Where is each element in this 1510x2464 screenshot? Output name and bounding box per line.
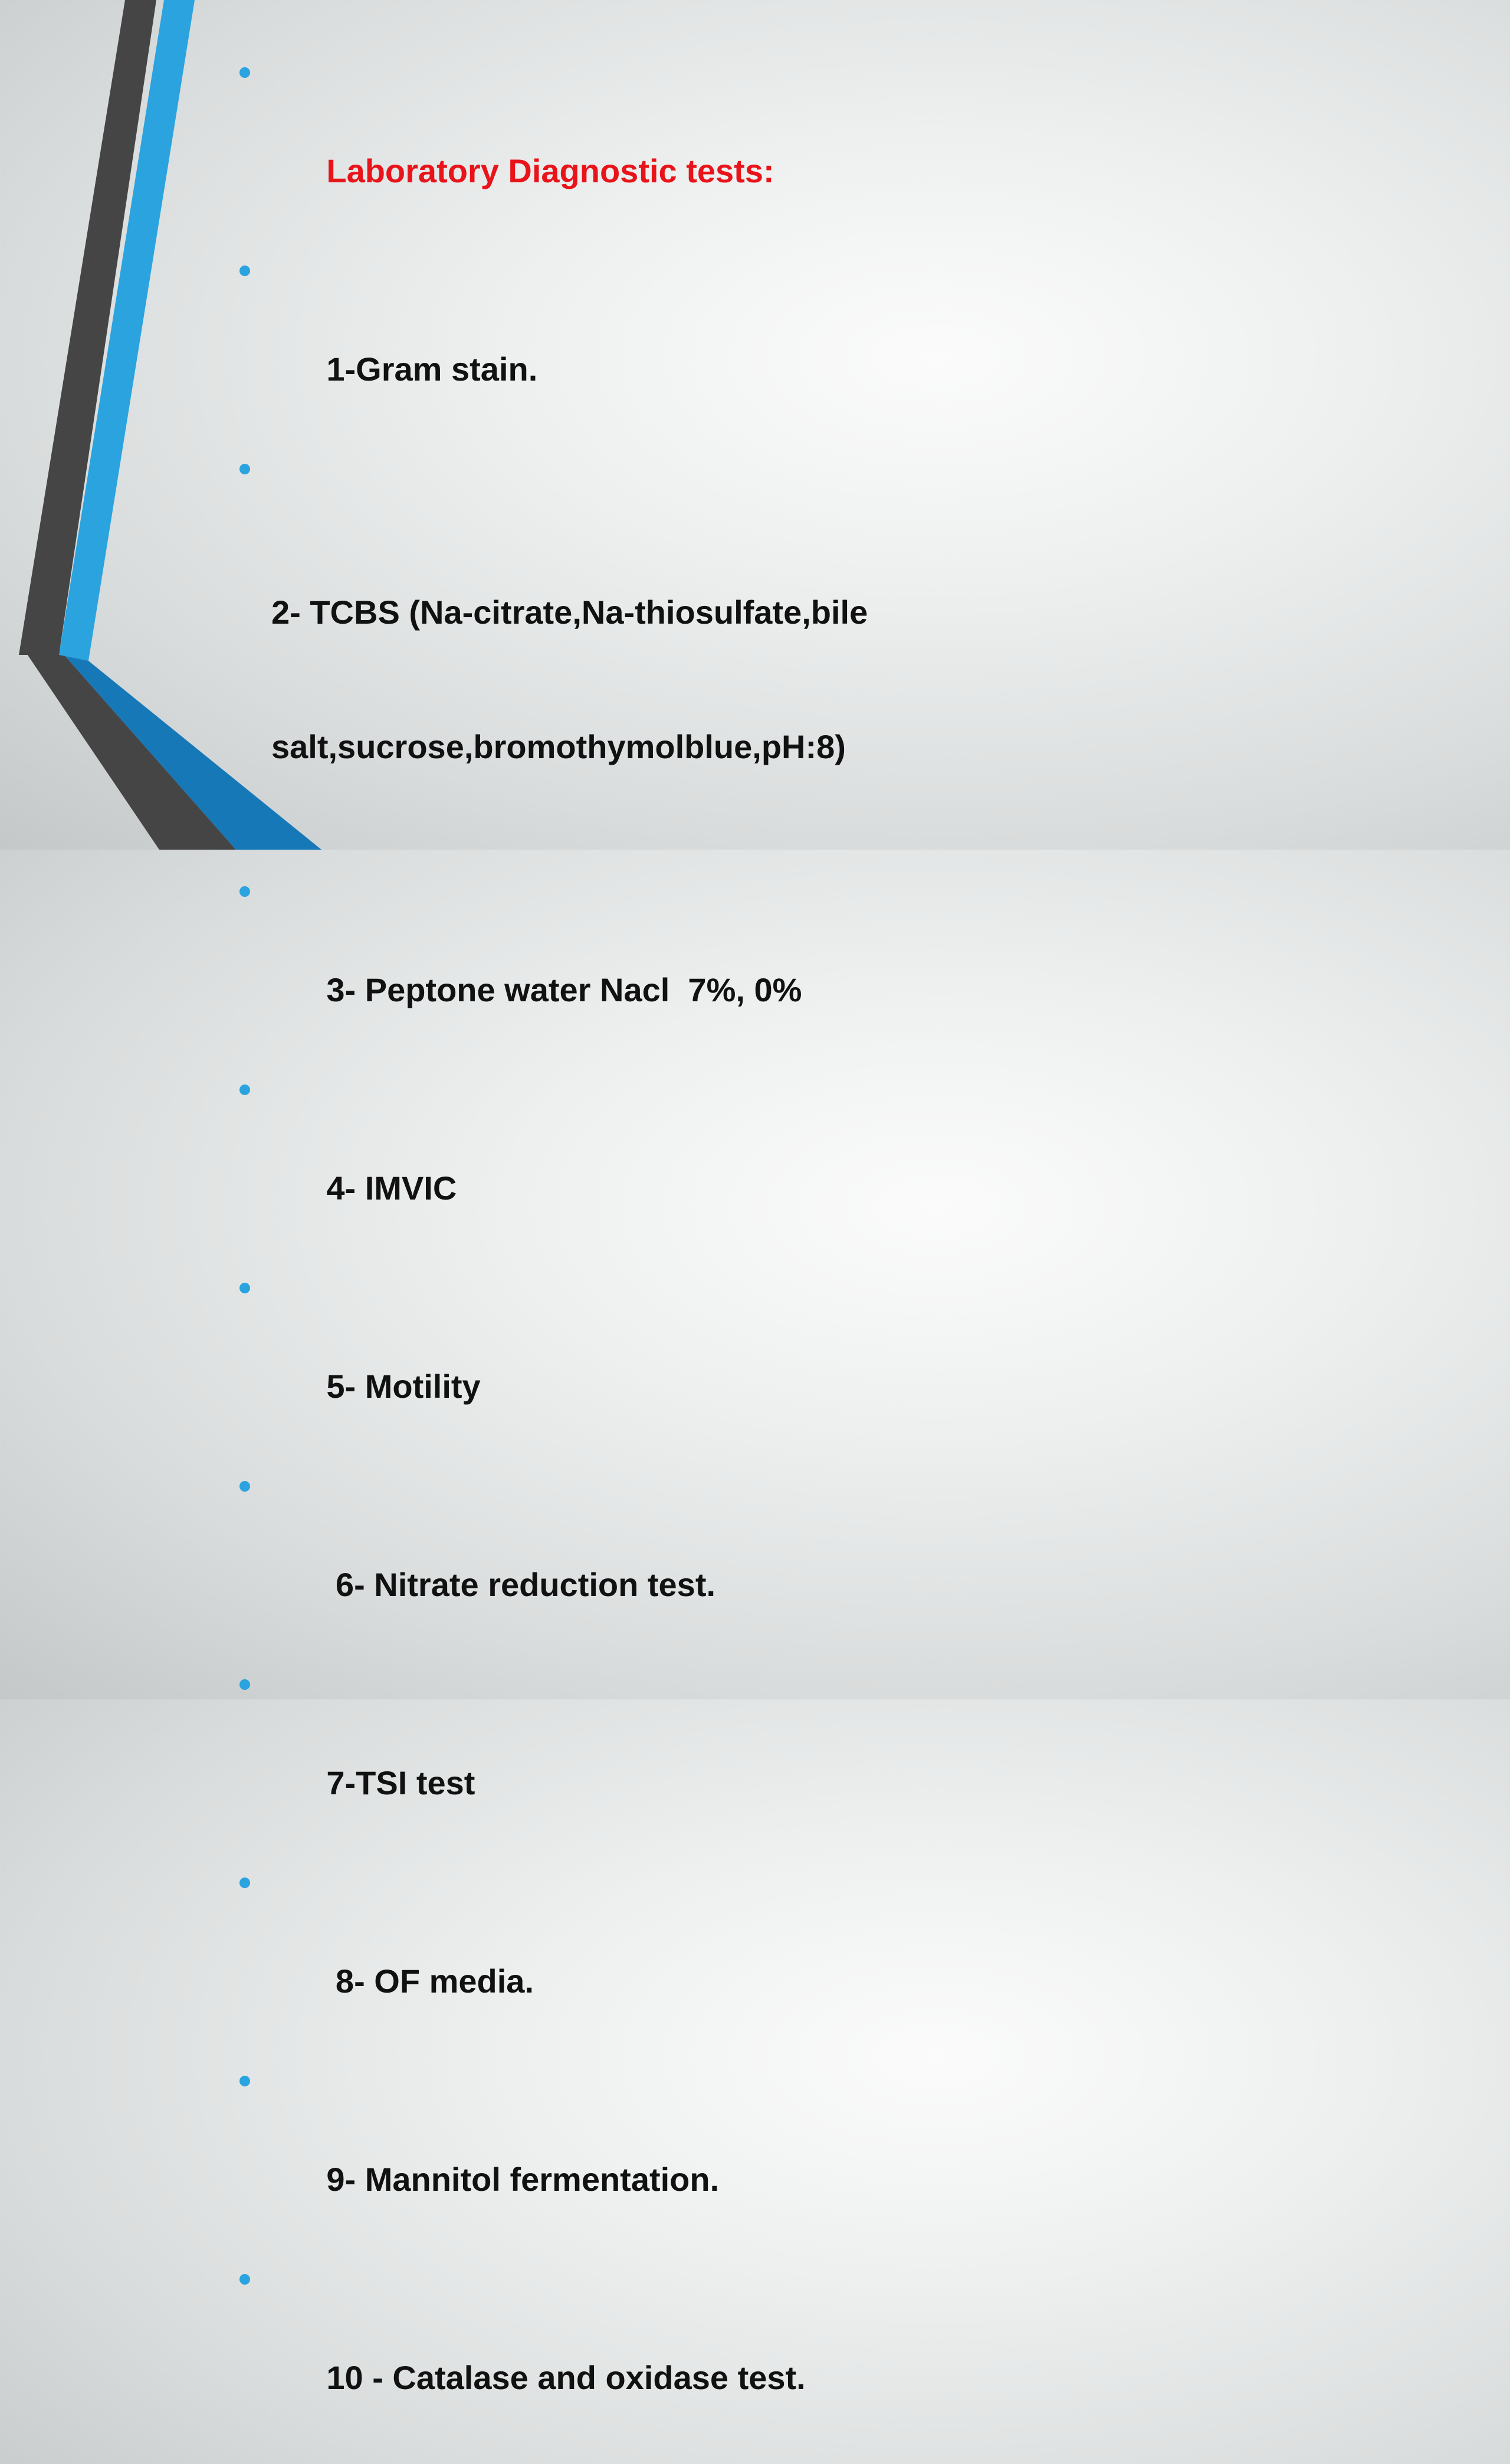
list-item-text: 1-Gram stain. xyxy=(326,350,538,388)
list-item-text: 3- Peptone water Nacl 7%, 0% xyxy=(326,971,802,1008)
bullet-dot-icon xyxy=(239,1878,250,1888)
list-item xyxy=(236,2266,1298,2445)
bullet-dot-icon xyxy=(239,266,250,276)
bullet-dot-icon xyxy=(239,886,250,897)
list-item xyxy=(236,1076,1298,1256)
list-item xyxy=(236,878,1298,1057)
bullet-dot-icon xyxy=(239,67,250,78)
list-item xyxy=(236,1473,1298,1652)
bullet-list xyxy=(236,59,1298,2445)
heading-text: Laboratory Diagnostic tests: xyxy=(326,152,774,189)
charcoal-diagonal-band xyxy=(24,649,236,850)
list-item xyxy=(236,1671,1298,1850)
bullet-dot-icon xyxy=(239,464,250,474)
list-item-text: 10 - Catalase and oxidase test. xyxy=(326,2359,806,2396)
list-item-heading xyxy=(236,59,1298,238)
bullet-dot-icon xyxy=(239,2274,250,2285)
list-item xyxy=(236,1869,1298,2049)
slide-content xyxy=(236,59,1298,2464)
list-item-text: 9- Mannitol fermentation. xyxy=(326,2161,720,2198)
list-item-text: 5- Motility xyxy=(326,1368,481,1405)
list-item xyxy=(236,2067,1298,2247)
bullet-dot-icon xyxy=(239,1679,250,1690)
list-item-text-line-2: salt,sucrose,bromothymolblue,pH:8) xyxy=(271,728,846,765)
list-item xyxy=(236,456,1298,859)
bullet-dot-icon xyxy=(239,1084,250,1095)
list-item xyxy=(236,257,1298,437)
list-item-text: 7-TSI test xyxy=(326,1764,475,1801)
bullet-dot-icon xyxy=(239,2076,250,2086)
list-item-text: 4- IMVIC xyxy=(326,1169,457,1207)
list-item-text-line-1: 2- TCBS (Na-citrate,Na-thiosulfate,bile xyxy=(271,594,868,631)
list-item-text: 6- Nitrate reduction test. xyxy=(326,1566,716,1603)
list-item xyxy=(236,1274,1298,1454)
bullet-dot-icon xyxy=(239,1481,250,1492)
list-item-text: 8- OF media. xyxy=(326,1962,534,2000)
bullet-dot-icon xyxy=(239,1283,250,1293)
